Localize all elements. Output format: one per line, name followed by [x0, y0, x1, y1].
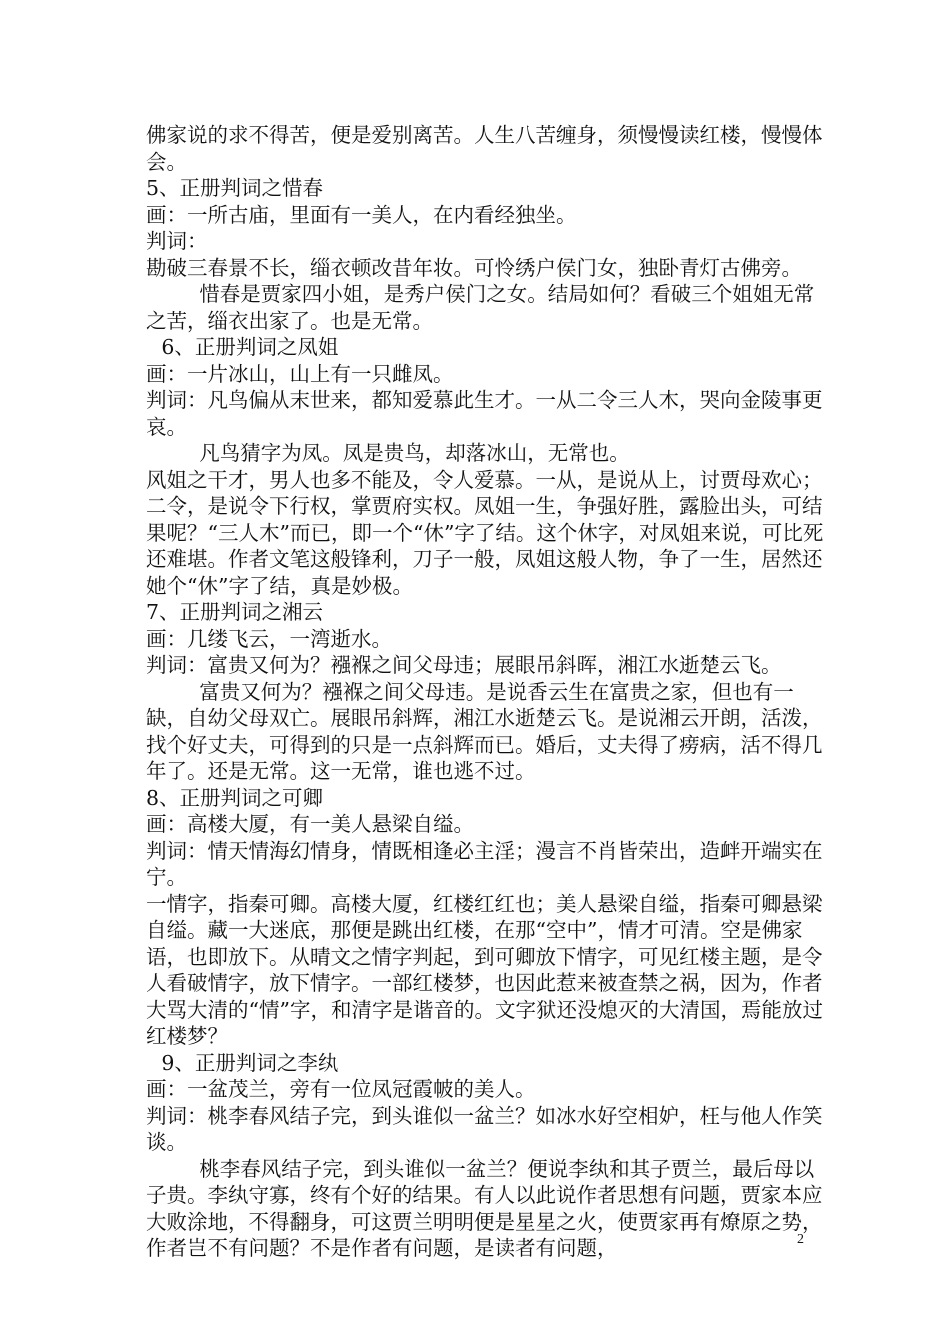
paragraph: 勘破三春景不长，缁衣顿改昔年妆。可怜绣户侯门女，独卧青灯古佛旁。: [146, 255, 802, 280]
paragraph: 判词：: [146, 229, 208, 253]
paragraph: 画：几缕飞云，一湾逝水。: [146, 626, 392, 651]
page-number: 2: [797, 1232, 804, 1247]
paragraph: 判词：桃李春风结子完，到头谁似一盆兰？如冰水好空相妒，枉与他人作笑谈。: [146, 1103, 823, 1154]
paragraph: 风姐之干才，男人也多不能及，令人爱慕。一从，是说从上，讨贾母欢心；二令，是说令下行权，掌贾府实权。凤姐一生，争强好胜，露脸出头，可结果呢？“三人木”而已，即一个“休”字了结。这个休字，对凤姐来说，可比死还难堪。作者文笔这般锋利，刀子一般，凤姐这般人物，争了一生，居然还她个“休”字了结，真是妙极。: [146, 467, 824, 598]
paragraph: 画：一盆茂兰，旁有一位凤冠霞帔的美人。: [146, 1077, 536, 1101]
paragraph: 佛家说的求不得苦，便是爱别离苦。人生八苦缠身，须慢慢读红楼，慢慢体会。: [146, 123, 823, 174]
section-heading: 6、正册判词之凤姐: [161, 335, 339, 359]
section-heading: 9、正册判词之李纨: [161, 1050, 339, 1075]
paragraph: 桃李春风结子完，到头谁似一盆兰？便说李纨和其子贾兰，最后母以子贵。李纨守寡，终有个好的结果。有人以此说作者思想有问题，贾家本应大败涂地，不得翻身，可这贾兰明明便是星星之火，使贾家再有燎原之势，作者岂不有问题？不是作者有问题，是读者有问题，: [146, 1156, 823, 1260]
section-heading: 5、正册判词之惜春: [146, 176, 324, 200]
paragraph: 画：高楼大厦，有一美人悬梁自缢。: [146, 812, 474, 836]
paragraph: 画：一片冰山，山上有一只雌凤。: [146, 361, 454, 386]
section-heading: 7、正册判词之湘云: [146, 600, 324, 624]
paragraph: 惜春是贾家四小姐，是秀户侯门之女。结局如何？看破三个姐姐无常之苦，缁衣出家了。也是无常。: [146, 282, 815, 333]
paragraph: 画：一所古庙，里面有一美人，在内看经独坐。: [146, 202, 577, 227]
paragraph: 判词：凡鸟偏从末世来，都知爱慕此生才。一从二令三人木，哭向金陵事更哀。: [146, 388, 823, 439]
paragraph: 凡鸟猜字为凤。凤是贵鸟，却落冰山，无常也。: [199, 441, 630, 465]
paragraph: 判词：情天情海幻情身，情既相逢必主淫；漫言不肖皆荣出，造衅开端实在宁。: [146, 838, 823, 889]
section-heading: 8、正册判词之可卿: [146, 785, 324, 810]
body-text: [146, 122, 826, 1262]
paragraph: 判词：富贵又何为？襁褓之间父母违；展眼吊斜晖，湘江水逝楚云飞。: [146, 653, 782, 677]
paragraph: 一情字，指秦可卿。高楼大厦，红楼红红也；美人悬梁自缢，指秦可卿悬梁自缢。藏一大迷底，那便是跳出红楼，在那“空中”，情才可清。空是佛家语，也即放下。从晴文之情字判起，到可卿放下情字，可见红楼主题，是令人看破情字，放下情字。一部红楼梦，也因此惹来被查禁之祸，因为，作者大骂大清的“情”字，和清字是谐音的。文字狱还没熄灭的大清国，焉能放过红楼梦？: [146, 891, 823, 1048]
paragraph: 富贵又何为？襁褓之间父母违。是说香云生在富贵之家，但也有一缺，自幼父母双亡。展眼吊斜辉，湘江水逝楚云飞。是说湘云开朗，活泼，找个好丈夫，可得到的只是一点斜辉而已。婚后，丈夫得了痨病，活不得几年了。还是无常。这一无常，谁也逃不过。: [146, 679, 823, 783]
